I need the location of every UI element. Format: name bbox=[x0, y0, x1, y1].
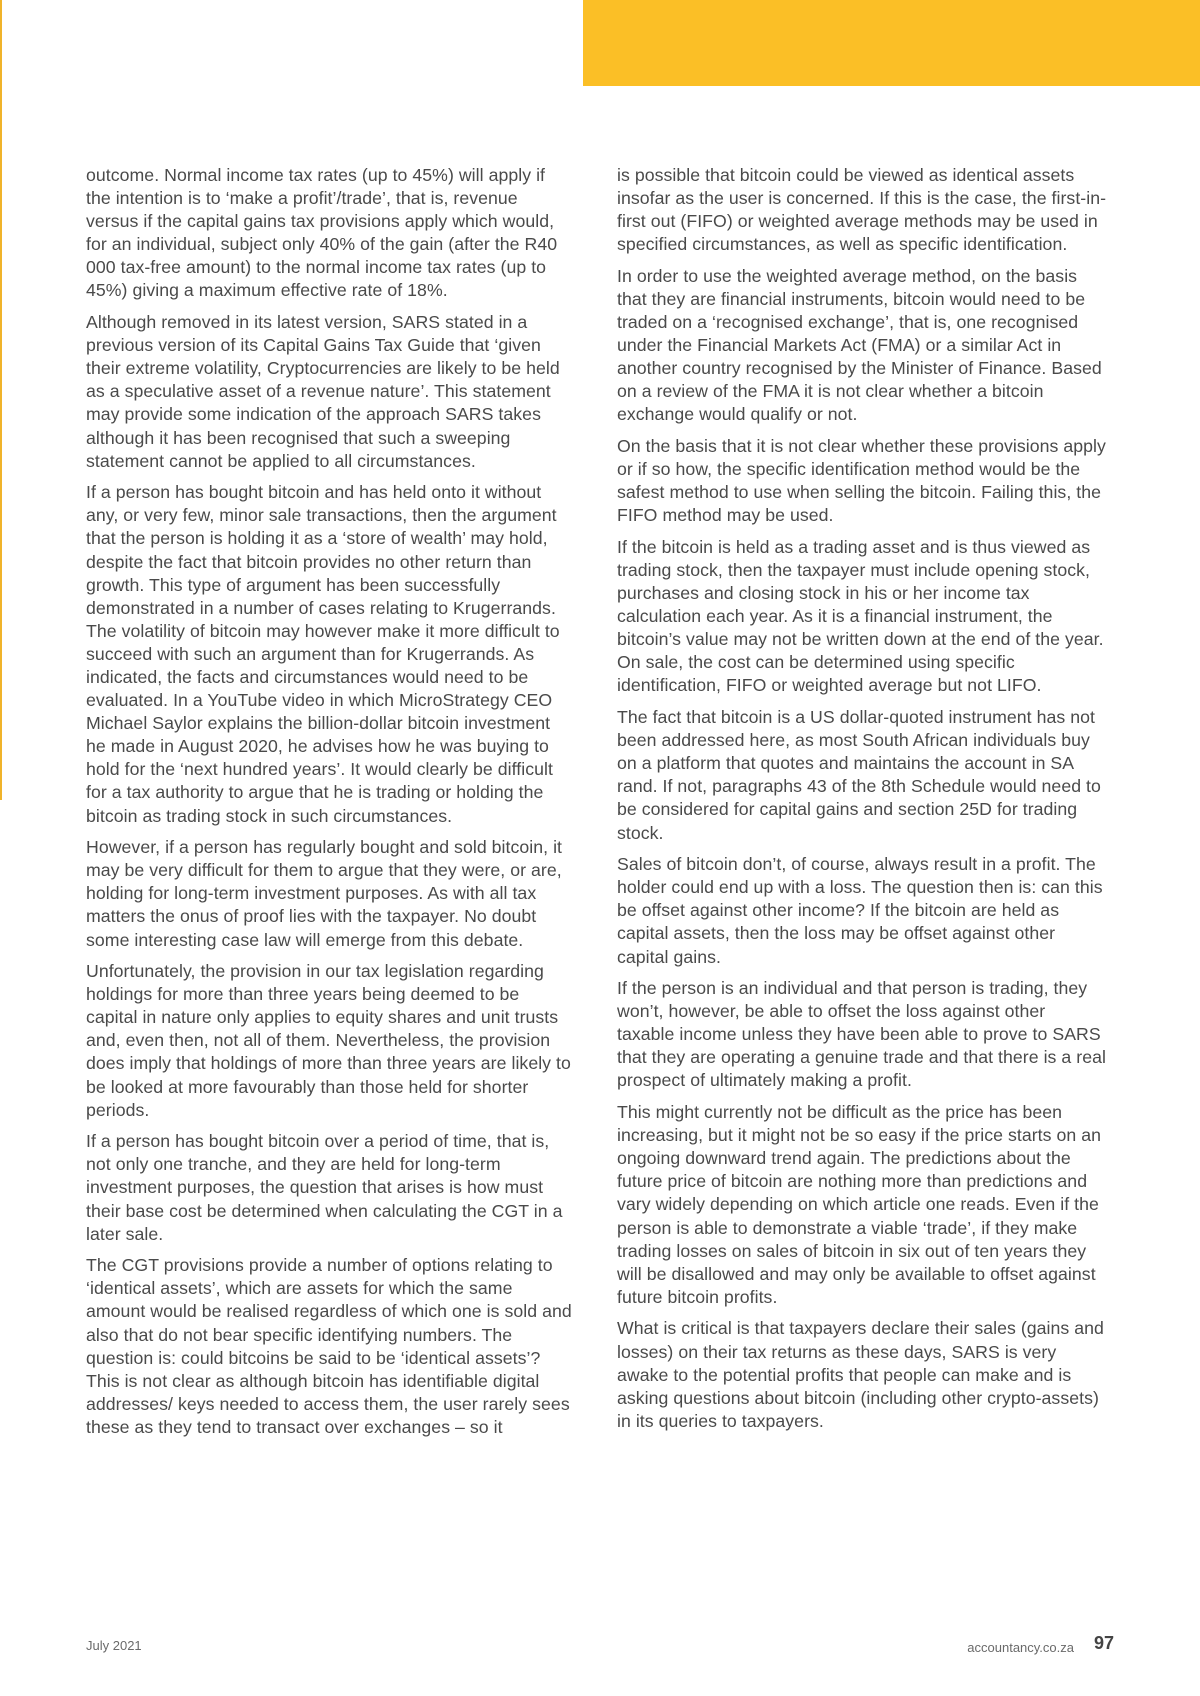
paragraph: The fact that bitcoin is a US dollar-quoted instrument has not been addressed here, as most South African individuals buy on a platform that quotes and maintains the account in SA rand. If not, paragraphs 43 of the 8th Schedule would need to be considered for capital gains and section 25D for trading stock. bbox=[617, 707, 1101, 843]
paragraph: Although removed in its latest version, SARS stated in a previous version of its Capital Gains Tax Guide that ‘given their extreme volatility, Cryptocurrencies are likely to be held as a speculative asset of a revenue nature’. This statement may provide some indication of the approach SARS takes although it has been recognised that such a sweeping statement cannot be applied to all circumstances. bbox=[86, 312, 560, 471]
paragraph: If a person has bought bitcoin and has held onto it without any, or very few, minor sale transactions, then the argument that the person is holding it as a ‘store of wealth’ may hold, despite the fact that bitcoin provides no other return than growth. This type of argument has been successfully demonstrated in a number of cases relating to Krugerrands. The volatility of bitcoin may however make it more difficult to succeed with such an argument than for Krugerrands. As indicated, the facts and circumstances would need to be evaluated. In a YouTube video in which MicroStrategy CEO Michael Saylor explains the billion-dollar bitcoin investment he made in August 2020, he advises how he was buying to hold for the ‘next hundred years’. It would clearly be difficult for a tax authority to argue that he is trading or holding the bitcoin as trading stock in such circumstances. bbox=[86, 482, 560, 826]
paragraph: is possible that bitcoin could be viewed as identical assets insofar as the user is concerned. If this is the case, the first-in-first out (FIFO) or weighted average methods may be used in specified circumstances, as well as specific identification. bbox=[617, 165, 1107, 255]
paragraph: What is critical is that taxpayers declare their sales (gains and losses) on their tax returns as these days, SARS is very awake to the potential profits that people can make and is asking questions about bitcoin (including other crypto-assets) in its queries to taxpayers. bbox=[617, 1318, 1104, 1431]
paragraph: However, if a person has regularly bought and sold bitcoin, it may be very difficult for them to argue that they were, or are, holding for long-term investment purposes. As with all tax matters the onus of proof lies with the taxpayer. No doubt some interesting case law will emerge from this debate. bbox=[86, 837, 563, 950]
footer-website: accountancy.co.za bbox=[967, 1640, 1074, 1655]
paragraph: The CGT provisions provide a number of options relating to ‘identical assets’, which are assets for which the same amount would be realised regardless of which one is sold and also that do not bear specific identifying numbers. The question is: could bitcoins be said to be ‘identical assets’? This is not clear as although bitcoin has identifiable digital addresses/ keys needed to access them, the user rarely sees these as they tend to transact over exchanges – so it bbox=[86, 1255, 572, 1437]
paragraph: Sales of bitcoin don’t, of course, always result in a profit. The holder could end up with a loss. The question then is: can this be offset against other income? If the bitcoin are held as capital assets, then the loss may be offset against other capital gains. bbox=[617, 854, 1103, 967]
paragraph: This might currently not be difficult as the price has been increasing, but it might not be so easy if the price starts on an ongoing downward trend again. The predictions about the future price of bitcoin are nothing more than predictions and vary widely depending on which article one reads. Even if the person is able to demonstrate a viable ‘trade’, if they make trading losses on sales of bitcoin in six out of ten years they will be disallowed and may only be available to offset against future bitcoin profits. bbox=[617, 1102, 1102, 1307]
right-text-column bbox=[617, 164, 1107, 1441]
footer-date: July 2021 bbox=[86, 1638, 142, 1653]
paragraph: If the bitcoin is held as a trading asset and is thus viewed as trading stock, then the taxpayer must include opening stock, purchases and closing stock in his or her income tax calculation each year. As it is a financial instrument, the bitcoin’s value may not be written down at the end of the year. On sale, the cost can be determined using specific identification, FIFO or weighted average but not LIFO. bbox=[617, 536, 1104, 696]
left-text-column bbox=[86, 164, 574, 1447]
paragraph: On the basis that it is not clear whether these provisions apply or if so how, the specific identification method would be the safest method to use when selling the bitcoin. Failing this, the FIFO method may be used. bbox=[617, 436, 1106, 526]
paragraph: Unfortunately, the provision in our tax legislation regarding holdings for more than three years being deemed to be capital in nature only applies to equity shares and unit trusts and, even then, not all of them. Nevertheless, the provision does imply that holdings of more than three years are likely to be looked at more favourably than those held for shorter periods. bbox=[86, 961, 571, 1120]
page-edge-accent-line bbox=[0, 0, 2, 800]
page-number: 97 bbox=[1093, 1633, 1114, 1653]
paragraph: In order to use the weighted average method, on the basis that they are financial instruments, bitcoin would need to be traded on a ‘recognised exchange’, that is, one recognised under the Financial Markets Act (FMA) or a similar Act in another country recognised by the Minister of Finance. Based on a review of the FMA it is not clear whether a bitcoin exchange would qualify or not. bbox=[617, 265, 1102, 425]
paragraph: If the person is an individual and that person is trading, they won’t, however, be able to offset the loss against other taxable income unless they have been able to prove to SARS that they are operating a genuine trade and that there is a real prospect of ultimately making a profit. bbox=[617, 978, 1106, 1091]
paragraph: outcome. Normal income tax rates (up to 45%) will apply if the intention is to ‘make a profit’/trade’, that is, revenue versus if the capital gains tax provisions apply which would, for an individual, subject only 40% of the gain (after the R40 000 tax-free amount) to the normal income tax rates (up to 45%) giving a maximum effective rate of 18%. bbox=[86, 165, 558, 301]
header-accent-block bbox=[583, 0, 1200, 86]
paragraph: If a person has bought bitcoin over a period of time, that is, not only one tranche, and they are held for long-term investment purposes, the question that arises is how must their base cost be determined when calculating the CGT in a later sale. bbox=[86, 1131, 563, 1244]
